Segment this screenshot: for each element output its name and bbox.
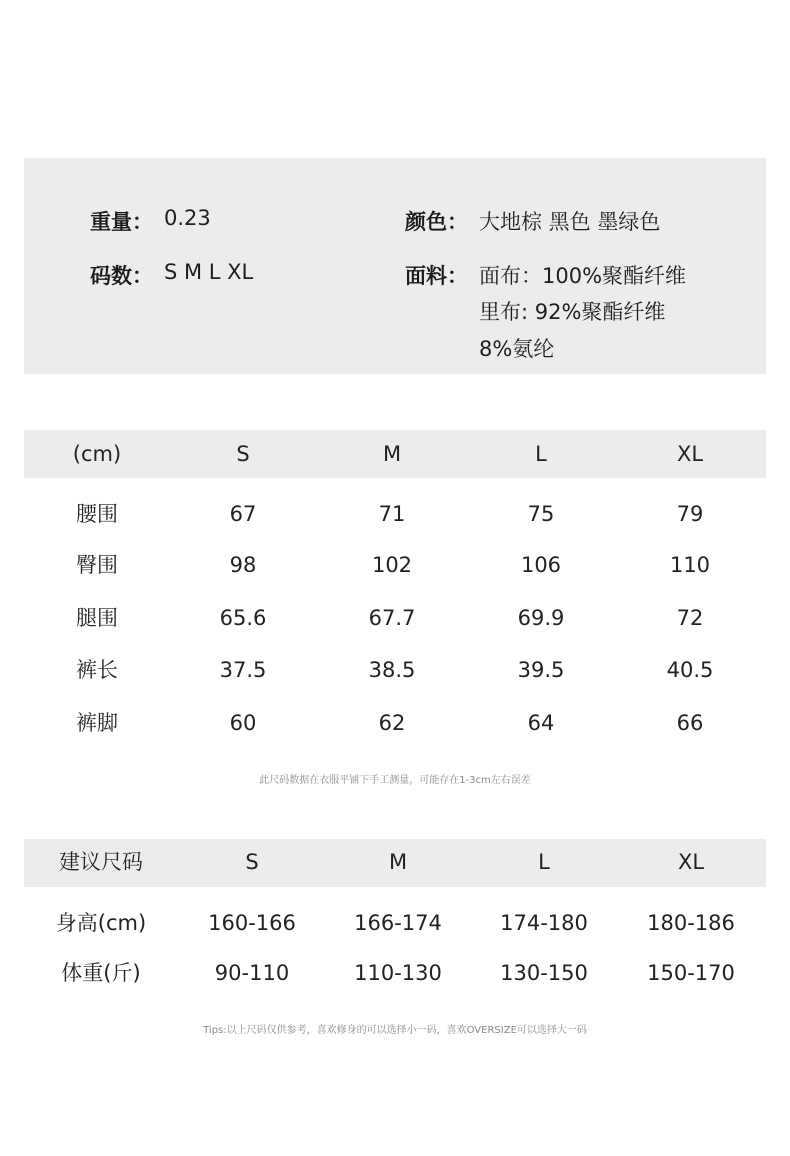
table-cell: 69.9	[517, 606, 565, 630]
table-cell: 40.5	[666, 658, 714, 682]
measure-header-unit: (cm)	[72, 442, 122, 466]
recommend-row-label: 体重(斤)	[61, 961, 141, 985]
table-cell: 62	[378, 711, 406, 735]
table-cell: 90-110	[214, 961, 290, 985]
measure-note: 此尺码数据在衣服平铺下手工测量，可能存在1-3cm左右误差	[259, 775, 531, 786]
table-cell: 67.7	[368, 606, 416, 630]
table-cell: 98	[229, 553, 257, 577]
table-cell: 64	[527, 711, 555, 735]
table-cell: 102	[371, 553, 413, 577]
table-cell: 66	[676, 711, 704, 735]
sizes-label: 码数：	[90, 264, 153, 288]
measure-row-label: 腰围	[76, 502, 118, 526]
table-cell: 150-170	[647, 961, 735, 985]
fabric-label: 面料：	[405, 264, 468, 288]
table-cell: 79	[676, 502, 704, 526]
table-cell: 110	[669, 553, 711, 577]
color-value: 大地棕 黑色 墨绿色	[479, 210, 661, 234]
weight-value: 0.23	[164, 206, 211, 230]
table-cell: 75	[527, 502, 555, 526]
recommend-row-label: 身高(cm)	[55, 911, 147, 935]
recommend-header-title: 建议尺码	[59, 850, 143, 874]
recommend-header-m: M	[388, 850, 408, 874]
recommend-header-l: L	[538, 850, 550, 874]
measure-row-label: 臀围	[76, 553, 118, 577]
measure-row-label: 裤长	[76, 658, 118, 682]
table-cell: 38.5	[368, 658, 416, 682]
table-cell: 110-130	[354, 961, 442, 985]
measure-header-xl: XL	[676, 442, 704, 466]
table-cell: 166-174	[354, 911, 442, 935]
table-cell: 72	[676, 606, 704, 630]
measure-header-m: M	[382, 442, 402, 466]
measure-row-label: 腿围	[76, 606, 118, 630]
fabric-line-spandex: 8%氨纶	[479, 337, 555, 361]
measure-header-s: S	[236, 442, 250, 466]
weight-label: 重量：	[90, 210, 153, 234]
measure-row-label: 裤脚	[76, 711, 118, 735]
table-cell: 37.5	[219, 658, 267, 682]
fabric-line-outer: 面布：100%聚酯纤维	[479, 264, 687, 288]
table-cell: 65.6	[219, 606, 267, 630]
fabric-line-lining: 里布: 92%聚酯纤维	[479, 300, 666, 324]
recommend-header-s: S	[245, 850, 259, 874]
table-cell: 180-186	[647, 911, 735, 935]
table-cell: 39.5	[517, 658, 565, 682]
product-info-panel	[24, 158, 766, 374]
table-cell: 106	[520, 553, 562, 577]
table-cell: 71	[378, 502, 406, 526]
table-cell: 67	[229, 502, 257, 526]
table-cell: 130-150	[500, 961, 588, 985]
table-cell: 160-166	[208, 911, 296, 935]
recommend-tips: Tips:以上尺码仅供参考，喜欢修身的可以选择小一码，喜欢OVERSIZE可以选择大一码	[203, 1025, 587, 1036]
color-label: 颜色：	[405, 210, 468, 234]
measure-header-l: L	[535, 442, 547, 466]
sizes-value: S M L XL	[164, 260, 254, 284]
table-cell: 174-180	[500, 911, 588, 935]
recommend-header-xl: XL	[677, 850, 705, 874]
table-cell: 60	[229, 711, 257, 735]
